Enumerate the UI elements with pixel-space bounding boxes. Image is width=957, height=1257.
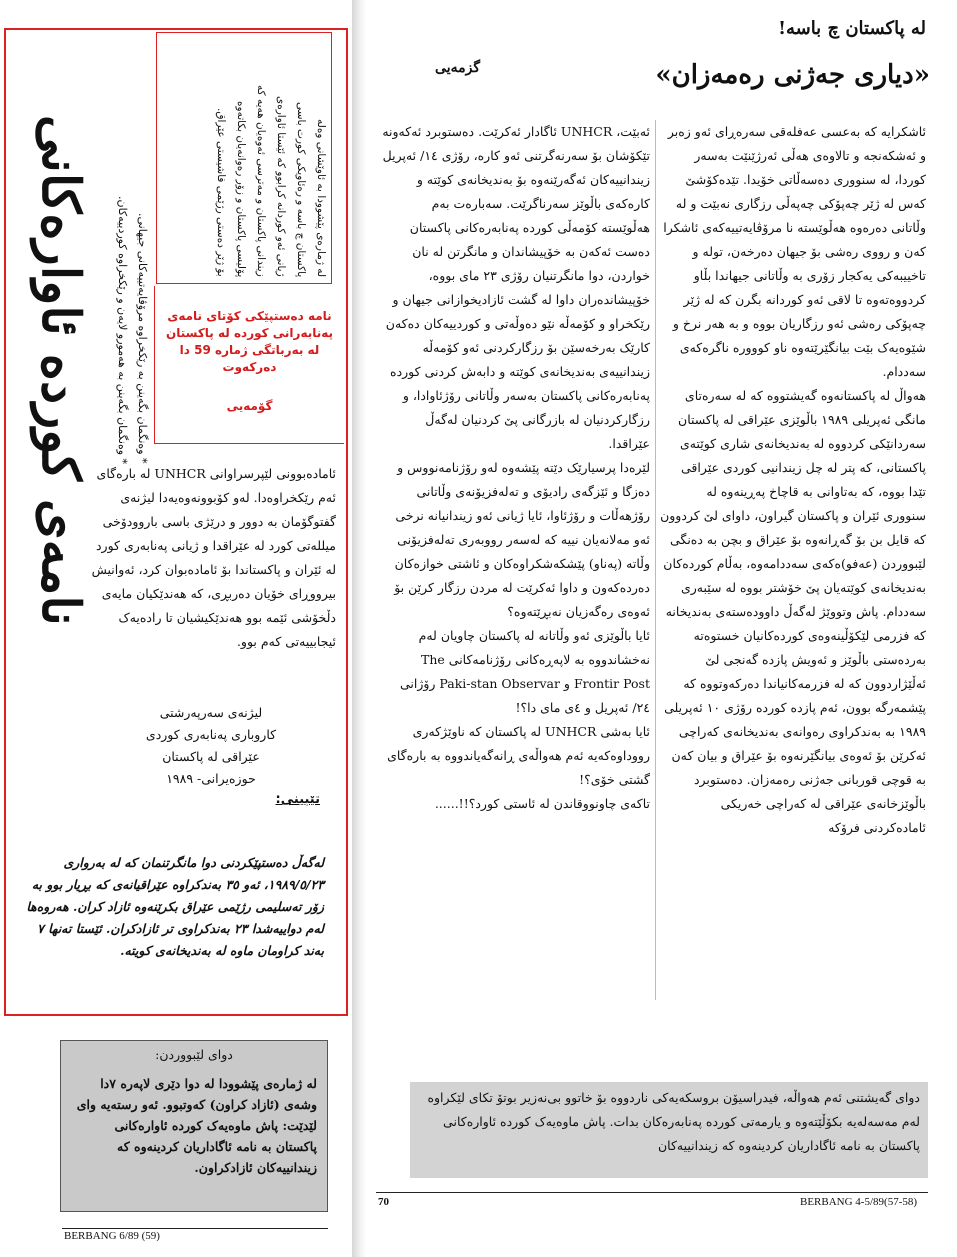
reference-line: بۆ ژێر دەستی رژێمی فاشیستی عێراق.	[215, 108, 227, 277]
note-label: تێبینی:	[275, 792, 320, 807]
article-paragraph: ئاشکرایە کە بەعسی عەفلەقی سەرەڕای ئەو زەبر و ئەشکەنجە و تالاوەی هەڵی ئەرژێنێت بەسەر کوردا، لە سنووری دەسەڵاتی خۆیدا. تێدەکۆشێ کەس لە ژێر چەپۆکی چەپەڵی رزگاری نەبێت و لە وڵاتانی دەرەوە هەڵوێستە نا مرۆڤایەتییەکەی ئاشکرا کەن و رووی رەشی بۆ جیهان دەرخەن، تولە و تاخییبەکی یەکجار زۆری بە وڵاتانی جیهاندا بڵاو کردووەتەوە تا لاقی ئەو کوردانە بگرن کە لە ژێر چەپۆکی رەشی ئەو رزگاریان بووە و بە هەر نرخ و شێوەیەک بێت بیانگێرێتەوە ناو کووورە ناگرەکەی سەددام.	[663, 124, 926, 379]
footer-rule	[62, 1228, 328, 1229]
vertical-note: * وەنگمان بگەینن بە رێکخراوە مرۆڤایەتییەکانی جیهانی.	[136, 213, 149, 464]
signature-line: عێراقی لە پاکستان	[162, 749, 260, 764]
editor-red-note	[154, 286, 344, 444]
article-headline: «دیاری جەژنی رەمەزان»	[655, 60, 930, 90]
signature-block	[96, 702, 326, 790]
reference-line: پۆلیسی پاکستان و زۆر رەوانەیان بکاتەوە	[235, 100, 247, 277]
article-paragraph: ئایا باڵوێزی ئەو وڵاتانە لە پاکستان چاویان لەم نەخشاندووە بە لاپەڕەکانی رۆژنامەکانی The Frontir Post و Paki-stan Observar رۆژانی ٢٤/ ئەپریل و ٤ی مای دا؟!	[399, 628, 650, 715]
article-paragraph: هەواڵ لە پاکستانەوە گەیشتووە کە لە سەرەتای مانگی ئەپریلی ١٩٨٩ باڵوێزی عێراقی لە پاکستان سەردانێکی کردووە لە بەندیخانەی شاری کوێتەی پاکستانی، کە پتر لە چل زیندانیی کوردی عێراقی تێدا بووە، کە بەتاوانی بە قاچاخ پەڕینەوە لە سنووری ئێران و پاکستان گیراون، داوای لێ کردوون کە قایل بن بۆ گەڕانەوە بۆ عێراق و بچن بە دەنگی لێبووردن (عەفو)ەکەی سەددامەوە، بەڵام کوردەکان بەندیخانەی کوێتەیان پێ خۆشتر بووە لە سێبەری سەددام. پاش وتووێژ لەگەڵ داوودەستەی بەندیخانە کە فزرمی لێکۆڵینەوەی کوردەکانیان خستوەتە بەردەستی باڵوێز و ئەویش پازدە گەنجی لێ ئەڵێژاردوون کە لە فزرمەکانیاندا دەرکەوتووە کە پێشمەرگە بوون، ئەم پازدە کوردە رۆژی ١٠ ئەپریلی ١٩٨٩ بە بەندکراوی رەوانەی بەندیخانەی کەراچی ئەکرێن بۆ ئەوەی بیانگێرنەوە بۆ عێراق و بیان کەن بە قوچی قوربانی جەژنی رەمەزان. دەستوبرد باڵوێزخانەی عێراقی لە کەراچی خەریکی ئامادەکردنی فرۆکە	[660, 388, 926, 835]
article-author: گزمەیی	[435, 60, 480, 76]
article-paragraph: ئەبێت، UNHCR ئاگادار ئەکرێت. دەستوبرد ئەکەونە تێکۆشان بۆ سەرنەگرتنی ئەو کارە، رۆژی ١٤/ ئەپریل زیندانییەکان ئەگەرێنەوە بۆ بەندیخانەی کوێتە و کارەکەی باڵوێز سەرناگرێت. سەبارەت بەم هەڵوێستە کۆمەڵی کوردە پەنابەرەکانی پاکستان دەست ئەکەن بە خۆپیشاندان و مانگرتن لە نان خواردن، دوا مانگرتنیان رۆژی ٢٣ مای بووە، خۆپیشاندەران داوا لە گشت ئازادیخوازانی جیهان و رێکخراو و کۆمەڵە نێو دەوڵەتی و کوردییەکان دەکەن کارێک بەرخەسێن بۆ رزگارکردنی ئەو کۆمەڵە زیندانییەی بەندیخانەی کوێتە و دابەش کردنی کوردە پەنابەرەکانی پاکستان بەسەر وڵاتانی رۆژئاوادا، و رزگارکردنیان لە بازرگانی پێ کردنیان لەگەڵ عێراقدا.	[382, 124, 650, 451]
red-note-signature: گۆمەیی	[226, 399, 273, 413]
reference-line: ژیانی ئەو کوردانە کرابوو کە ئێستا ئاوارەی	[275, 96, 287, 277]
article-kicker: لە پاکستان چ باسە!	[778, 18, 926, 39]
correction-body: لە ژمارەی پێشوودا لە دوا دێری لاپەرە ٧دا وشەی (ئازاد کراون) کەوتبوو. ئەو رستەیە وای لێدێت: پاش ماوەیەک کوردە ئاوارەکانی پاکستان بە نامە ئاگاداریان کردینەوە کە زیندانییەکان ئازادکراون.	[76, 1076, 317, 1175]
article-paragraph: ئایا بەشی UNHCR لە پاکستان کە ناوێژکەری رووداوەکەیە ئەم هەواڵەی ڕانەگەیاندووە بە بارەگای گشتی خۆی؟!	[387, 724, 650, 787]
vertical-title: نامەی کوردە ئاوارەکانی	[30, 114, 91, 626]
letter-body	[86, 462, 336, 654]
footer-rule	[376, 1192, 928, 1193]
vertical-notes	[108, 44, 152, 464]
left-footer: BERBANG 6/89 (59)	[64, 1230, 160, 1242]
reference-line: لە ژمارەی پێشوودا بە ئاوێشانی وەلە	[315, 118, 327, 277]
reference-line: پاکستان چ باسە و رەئاویکی کورت باسی	[295, 101, 307, 277]
article-column-left	[380, 120, 650, 816]
right-footer: BERBANG 4-5/89(57-58)	[800, 1196, 918, 1208]
page-gutter	[352, 0, 366, 1257]
correction-box	[60, 1040, 328, 1212]
article-paragraph: لێرەدا پرسیارێک دێتە پێشەوە لەو رۆژنامەنووس و دەزگا و ئێزگەی رادیۆی و تەلەفزیۆنەی وڵاتانی رۆژهەڵات و رۆژئاوا، ئایا ژیانی ئەو زیندانیانە نرخی ئەو مەلانەیان نییە کە لەسەر رووبەری تەلەفزیۆنی وڵاتە (پەناو) پێشکەشکراوەکان و ئاشتی خوازەکان دەردەکەون و داوا ئەکرێت لە مردن رزگار کرێن بۆ ئەوەی رەگەزیان نەبڕێتەوە؟	[394, 460, 650, 619]
article-column-right	[660, 120, 926, 840]
article-paragraph: تاکەی چاونووقاندن لە ئاستی کورد؟!!......	[434, 796, 650, 811]
signature-line: حوزەیرانی- ١٩٨٩	[166, 771, 256, 786]
editor-caption-box: دوای گەیشتنی ئەم هەواڵە، فیدراسیۆن بروسکەیەکی ناردووە بۆ خاتوو بی‌نەزیر بوتۆ تکای لێکراوە لەم مەسەلەیە بکۆڵێتەوە و یارمەتی کوردە پەنابەرەکان بدات. پاش ماوەیەک کوردە ئاوارەکانی پاکستان بە نامە ئاگاداریان کردینەوە کە زیندانییەکان	[410, 1082, 928, 1178]
signature-line: کاروباری پەنابەری کوردی	[145, 727, 277, 742]
note-body: لەگەڵ دەستپێکردنی دوا مانگرتنمان کە لە بەرواری ١٩٨٩/٥/٢٣، ئەو ٣٥ بەندکراوە عێراقیانەی کە بڕیار بوو بە زۆر تەسلیمی رژێمی عێراق بکرێنەوە ئازاد کران. هەروەها لەم دواییەشدا ٢٣ بەندکراوی تر ئازادکران. ئێستا تەنها ٧ بەند کراومان ماوە لە بەندیخانەی کویتە.	[26, 855, 324, 958]
column-divider	[655, 120, 656, 1000]
reference-box	[156, 32, 332, 284]
letter-paragraph: ئامادەبوونی لێپرسراوانی UNHCR لە بارەگای ئەم رێکخراوەدا. لەو کۆبوونەوەیەدا لیژنەی گفتوگۆمان بە دوور و درێژی باسی باروودۆخی میللەتی کورد لە عێراقدا و ژیانی پەنابەری کورد لە ئێران و پاکستاندا بۆ ئامادەبوان کرد، ئەوانیش بیرووڕای خۆیان دەربڕی، کە هەندێکیان مایەی دڵخۆشی ئێمە بوو هەندێکیشیان تا رادەیەک ئیجابییەتی کەم بوو.	[91, 466, 336, 649]
page-number: 70	[378, 1196, 389, 1208]
red-note-text: نامە دەستپێکی کۆتای نامەی پەنابەرانی کوردە لە پاکستان لە بەرباتگی ژمارە 59 دا دەرکەوت	[165, 309, 334, 374]
signature-line: لیژنەی سەرپەرشتی	[159, 705, 263, 720]
correction-title: دوای لێبووردن:	[155, 1047, 233, 1062]
reference-line: زیندانی پاکستان و مەترسی ئەوەیان هەیە کە	[255, 85, 267, 277]
vertical-note: * وەنگمان بگەینن بە هەمورو لایەن و رێکخراوە کوردییەکان.	[116, 195, 129, 464]
